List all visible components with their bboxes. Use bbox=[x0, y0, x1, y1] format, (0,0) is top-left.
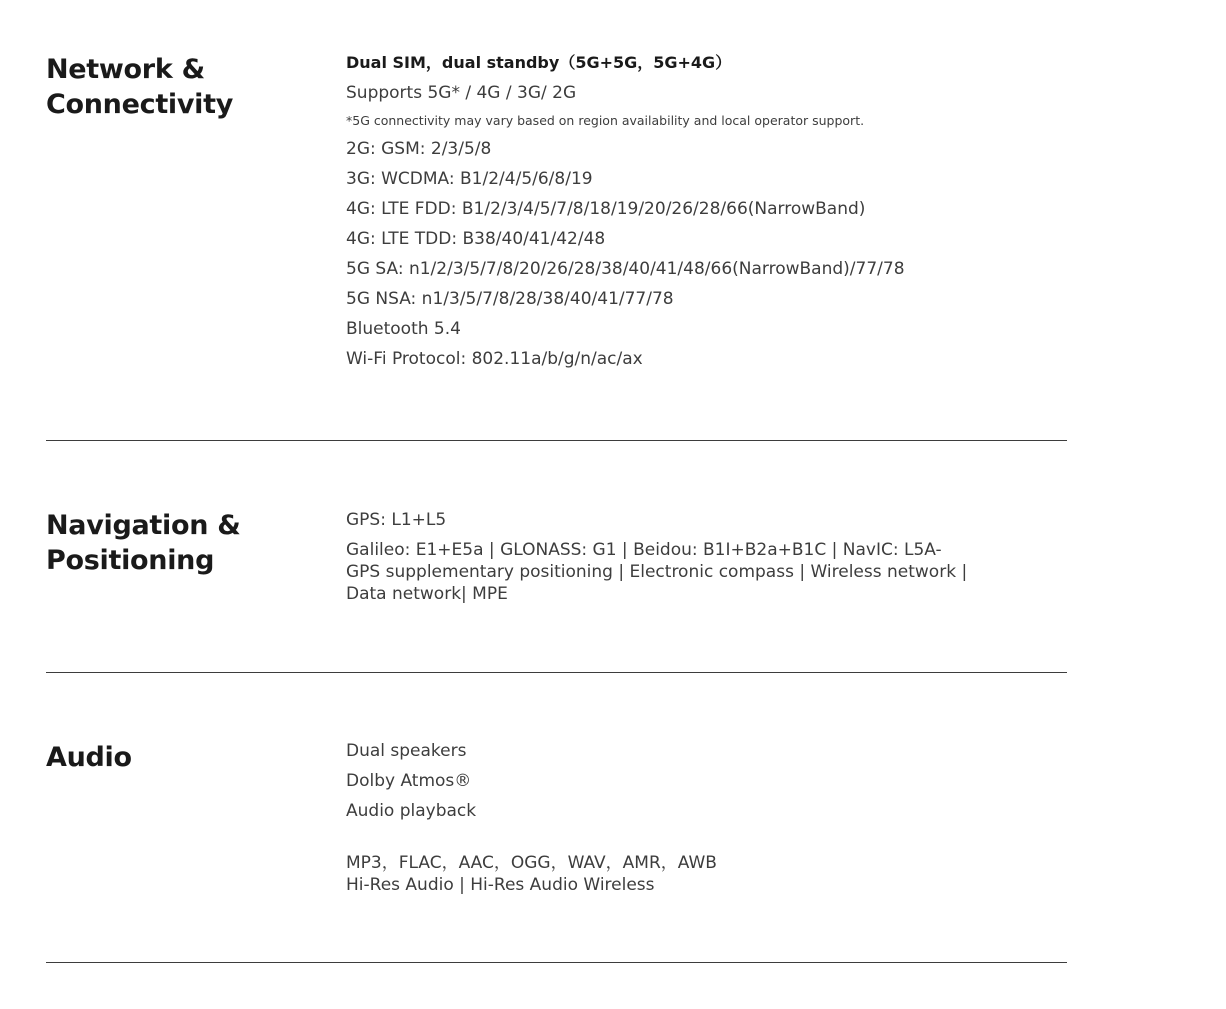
network-footnote: *5G connectivity may vary based on region availability and local operator support. bbox=[346, 113, 865, 128]
navigation-details bbox=[346, 509, 976, 605]
band-4g-fdd: 4G: LTE FDD: B1/2/3/4/5/7/8/18/19/20/26/28/66(NarrowBand) bbox=[346, 199, 866, 219]
section-title-audio: Audio bbox=[46, 742, 132, 773]
section-title-navigation: Navigation & Positioning bbox=[46, 510, 241, 576]
positioning-systems: Galileo: E1+E5a | GLONASS: G1 | Beidou: B1I+B2a+B1C | NavIC: L5A-GPS supplementary positioning | Electronic compass | Wireless network | Data network| MPE bbox=[346, 540, 968, 604]
section-divider bbox=[46, 672, 1067, 673]
section-divider bbox=[46, 962, 1067, 963]
band-3g: 3G: WCDMA: B1/2/4/5/6/8/19 bbox=[346, 169, 593, 189]
spacer bbox=[346, 830, 1006, 852]
band-5g-nsa: 5G NSA: n1/3/5/7/8/28/38/40/41/77/78 bbox=[346, 289, 674, 309]
section-divider bbox=[46, 440, 1067, 441]
dolby-text: Dolby Atmos® bbox=[346, 771, 472, 791]
audio-formats: MP3，FLAC，AAC，OGG，WAV，AMR，AWB bbox=[346, 853, 717, 873]
hires-audio: Hi-Res Audio | Hi-Res Audio Wireless bbox=[346, 875, 655, 895]
band-2g: 2G: GSM: 2/3/5/8 bbox=[346, 139, 492, 159]
band-5g-sa: 5G SA: n1/2/3/5/7/8/20/26/28/38/40/41/48/66(NarrowBand)/77/78 bbox=[346, 259, 905, 279]
audio-details bbox=[346, 740, 1006, 896]
wifi-protocol: Wi-Fi Protocol: 802.11a/b/g/n/ac/ax bbox=[346, 349, 643, 369]
speakers-text: Dual speakers bbox=[346, 741, 467, 761]
section-title-network: Network & Connectivity bbox=[46, 54, 234, 120]
network-details bbox=[346, 52, 1006, 378]
network-support-text: Supports 5G* / 4G / 3G/ 2G bbox=[346, 83, 577, 103]
band-4g-tdd: 4G: LTE TDD: B38/40/41/42/48 bbox=[346, 229, 606, 249]
audio-playback-label: Audio playback bbox=[346, 801, 477, 821]
sim-standby-text: Dual SIM，dual standby（5G+5G，5G+4G） bbox=[346, 53, 732, 72]
bluetooth-version: Bluetooth 5.4 bbox=[346, 319, 461, 339]
gps-bands: GPS: L1+L5 bbox=[346, 510, 447, 530]
